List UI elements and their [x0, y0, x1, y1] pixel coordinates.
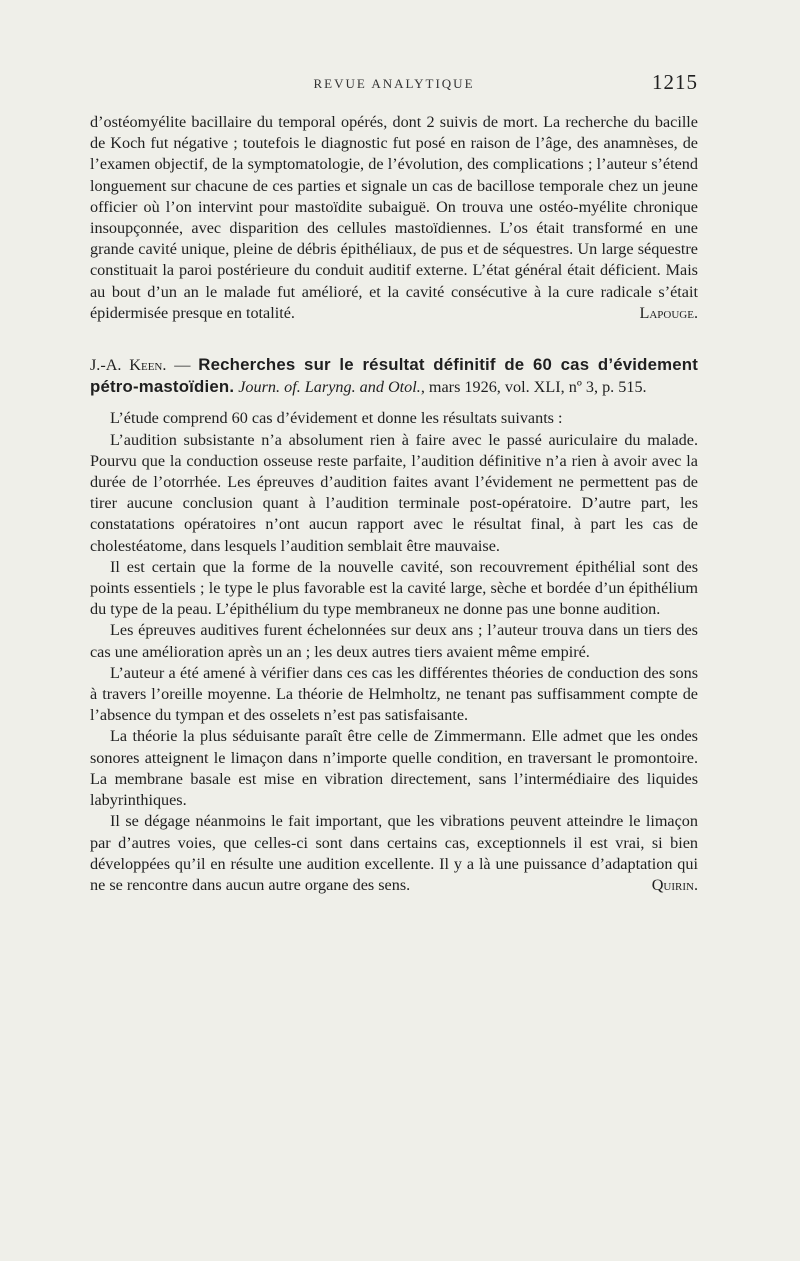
article-author: J.-A. Keen. — [90, 356, 167, 375]
page-content — [90, 112, 698, 896]
body-paragraph: L’audition subsistante n’a absolument rien à faire avec le passé auriculaire du malade. Pourvu que la conduction osseuse reste parfaite, l’audition définitive n’a rien à avoir avec la durée de l’otorrhée. Les épreuves d’audition faites avant l’évidement ne permettent pas de tirer aucune conclusion quant à l’audition terminale post-opératoire. D’autre part, les constatations opératoires n’ont aucun rapport avec le résultat final, à part les cas de cholestéatome, dans lesquels l’audition semblait être mauvaise. — [90, 430, 698, 555]
heading-dash: — — [166, 356, 199, 375]
body-paragraph: Les épreuves auditives furent échelonnées sur deux ans ; l’auteur trouva dans un tiers des cas une amélioration après un an ; les deux autres tiers avaient même empiré. — [90, 621, 698, 661]
final-paragraph-text: Il se dégage néanmoins le fait important, que les vibrations peuvent atteindre le limaçon par d’autres voies, que celles-ci sont dans certains cas, exceptionnels il est vrai, si bien développées qu’il en résulte une audition excellente. Il y a là une puissance d’adaptation qui ne se rencontre dans aucun autre organe des sens. — [90, 812, 698, 894]
page-number: 1215 — [652, 70, 698, 94]
body-paragraph: L’étude comprend 60 cas d’évidement et donne les résultats suivants : — [110, 409, 563, 428]
citation-details: , mars 1926, vol. XLI, nº 3, p. 515. — [420, 378, 647, 397]
body-paragraph: La théorie la plus séduisante paraît être celle de Zimmermann. Elle admet que les ondes sonores atteignent le limaçon dans n’importe quelle condition, en traversant le promontoire. La membrane basale est mise en vibration directement, sans l’intermédiaire des liquides labyrinthiques. — [90, 727, 698, 810]
journal-name: Journ. of. Laryng. and Otol. — [238, 378, 421, 397]
article-heading — [90, 354, 698, 398]
reviewer-signature-quirin: Quirin. — [651, 875, 698, 894]
article-body — [90, 408, 698, 896]
article-title: Recherches sur le résultat définitif de 60 cas d’évidement pétro-mastoïdien. — [90, 355, 699, 397]
journal-running-title: REVUE ANALYTIQUE — [313, 76, 475, 91]
running-header — [90, 70, 698, 96]
body-paragraph-final — [90, 811, 698, 896]
reviewer-signature-lapouge: Lapouge. — [639, 303, 698, 322]
body-paragraph: L’auteur a été amené à vérifier dans ces cas les différentes théories de conduction des sons à travers l’oreille moyenne. La théorie de Helmholtz, ne tenant pas suffisamment compte de l’absence du tympan et des osselets n’est pas satisfaisante. — [90, 663, 698, 725]
body-paragraph: Il est certain que la forme de la nouvelle cavité, son recouvrement épithélial sont des points essentiels ; le type le plus favorable est la cavité large, sèche et bordée d’un épithélium du type de la peau. L’épithélium du type membraneux ne donne pas une bonne audition. — [90, 557, 698, 619]
article-continuation-text: d’ostéomyélite bacillaire du temporal opérés, dont 2 suivis de mort. La recherche du bacille de Koch fut négative ; toutefois le diagnostic fut posé en raison de l’âge, des anamnèses, de l’examen objectif, de la symptomatologie, de l’évolution, des complications ; l’auteur s’étend longuement sur chacune de ces parties et signale un cas de bacillose temporale chez un jeune officier où l’on intervint pour mastoïdite subaiguë. On trouva une ostéo-myélite chronique insoupçonnée, avec disparition des cellules mastoïdiennes. L’os était transformé en une grande cavité unique, pleine de débris épithéliaux, de pus et de séquestres. Un large séquestre constituait la paroi postérieure du conduit auditif externe. L’état général était déficient. Mais au bout d’un an le malade fut amélioré, et la cavité consécutive à la cure radicale s’était épidermisée presque en totalité. — [90, 113, 698, 322]
article-continuation — [90, 112, 698, 324]
